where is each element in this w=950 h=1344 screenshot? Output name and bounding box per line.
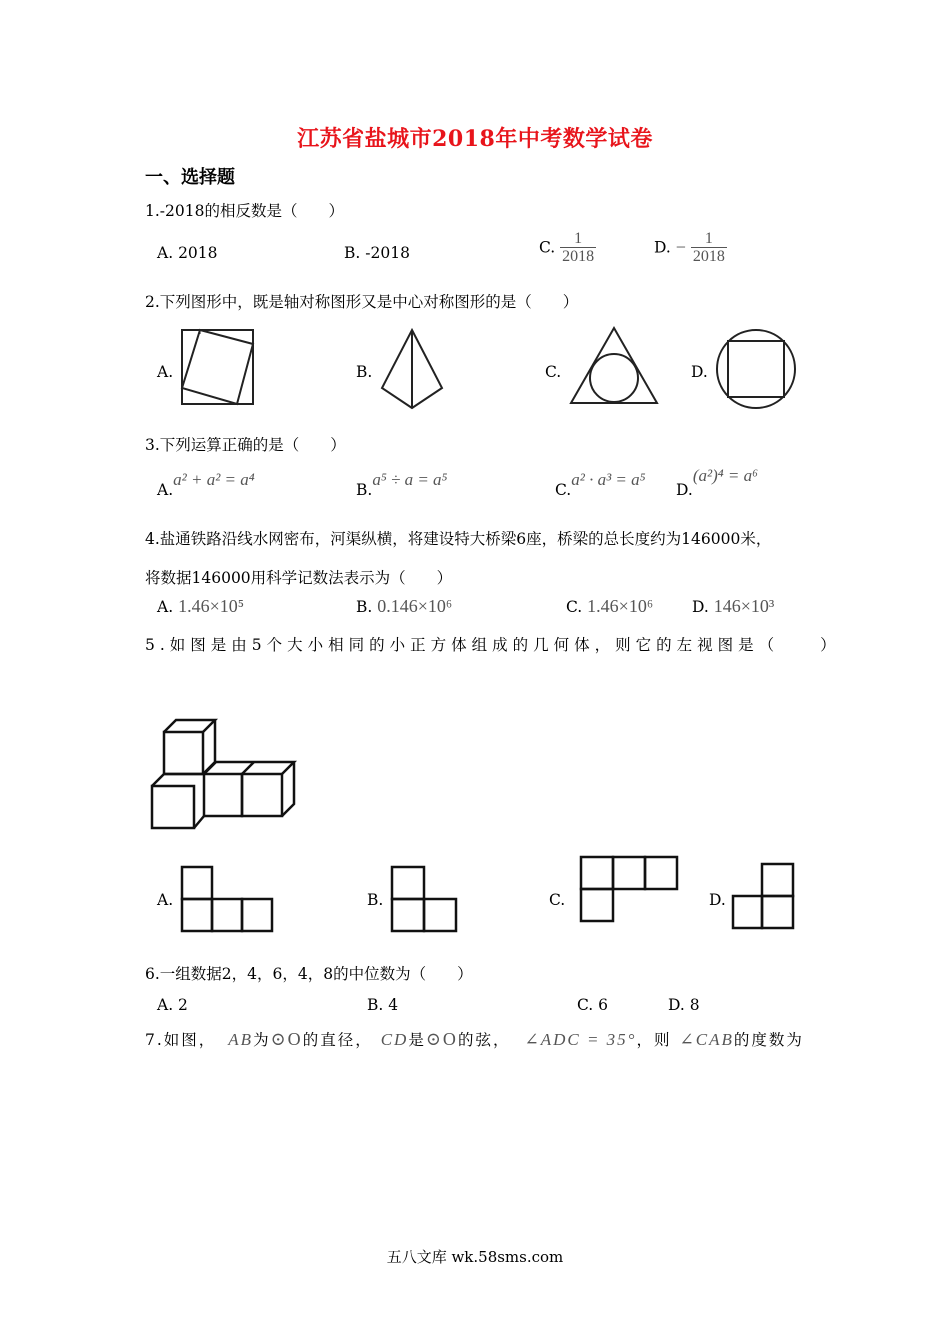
q3-option-d: D.(a²)⁴ = a⁶ — [676, 466, 759, 499]
q4-option-b: B. 0.146×10⁶ — [356, 596, 453, 616]
q6-option-b: B. 4 — [367, 996, 399, 1014]
q2-label-a: A. — [157, 363, 174, 381]
triangle-with-circle-figure — [568, 326, 660, 406]
q5-label-c: C. — [549, 891, 566, 909]
page-title: 江苏省盐城市2018年中考数学试卷 — [297, 126, 653, 152]
fraction: $\frac{1}{2018}$ — [562, 230, 595, 265]
question-7-stem: 7.如图， AB为⊙O的直径， CD是⊙O的弦， ∠ADC = 35°，则 ∠CAB的度数为 — [145, 1029, 804, 1049]
footer-watermark: 五八文库 wk.58sms.com — [386, 1248, 564, 1266]
pyramid-figure — [380, 328, 444, 410]
q6-option-a: A. 2 — [157, 996, 188, 1014]
q4-option-d: D. 146×10³ — [692, 596, 775, 616]
question-5-stem: 5.如图是由5个大小相同的小正方体组成的几何体，则它的左视图是（ ） — [145, 636, 841, 654]
question-3-stem: 3.下列运算正确的是（ ） — [145, 436, 346, 454]
left-view-option-c-figure — [579, 855, 681, 925]
q3-option-a: A.a² + a² = a⁴ — [157, 470, 255, 499]
q3-option-c: C.a² · a³ = a⁵ — [555, 470, 646, 499]
square-with-inscribed-square-figure — [180, 328, 256, 406]
q5-label-a: A. — [157, 891, 174, 909]
question-4-stem-line2: 将数据146000用科学记数法表示为（ ） — [145, 569, 453, 587]
q1-option-b: B. -2018 — [344, 244, 410, 262]
q3-option-b: B.a⁵ ÷ a = a⁵ — [356, 470, 448, 499]
circle-with-square-figure — [714, 328, 798, 410]
left-view-option-d-figure — [731, 862, 797, 932]
q6-option-c: C. 6 — [577, 996, 609, 1014]
left-view-option-b-figure — [390, 865, 460, 935]
fraction: $\frac{1}{2018}$ — [692, 230, 725, 265]
q2-label-d: D. — [691, 363, 708, 381]
q1-option-d: D. − $\frac{1}{2018}$ — [654, 230, 725, 265]
question-2-stem: 2.下列图形中，既是轴对称图形又是中心对称图形的是（ ） — [145, 293, 579, 311]
section-heading: 一、选择题 — [145, 167, 235, 188]
q1-option-a: A. 2018 — [157, 244, 218, 262]
cube-solid-figure — [148, 716, 298, 832]
question-6-stem: 6.一组数据2，4，6，4，8的中位数为（ ） — [145, 965, 473, 983]
left-view-option-a-figure — [180, 865, 276, 933]
question-1-stem: 1.-2018的相反数是（ ） — [145, 202, 344, 220]
q6-option-d: D. 8 — [668, 996, 700, 1014]
q2-label-b: B. — [356, 363, 373, 381]
q5-label-b: B. — [367, 891, 384, 909]
q1-option-c: C. $\frac{1}{2018}$ — [539, 230, 595, 265]
q4-option-a: A. 1.46×10⁵ — [157, 596, 244, 616]
q4-option-c: C. 1.46×10⁶ — [566, 596, 654, 616]
q2-label-c: C. — [545, 363, 562, 381]
q5-label-d: D. — [709, 891, 726, 909]
question-4-stem-line1: 4.盐通铁路沿线水网密布，河渠纵横，将建设特大桥梁6座，桥梁的总长度约为146000米， — [145, 530, 772, 548]
